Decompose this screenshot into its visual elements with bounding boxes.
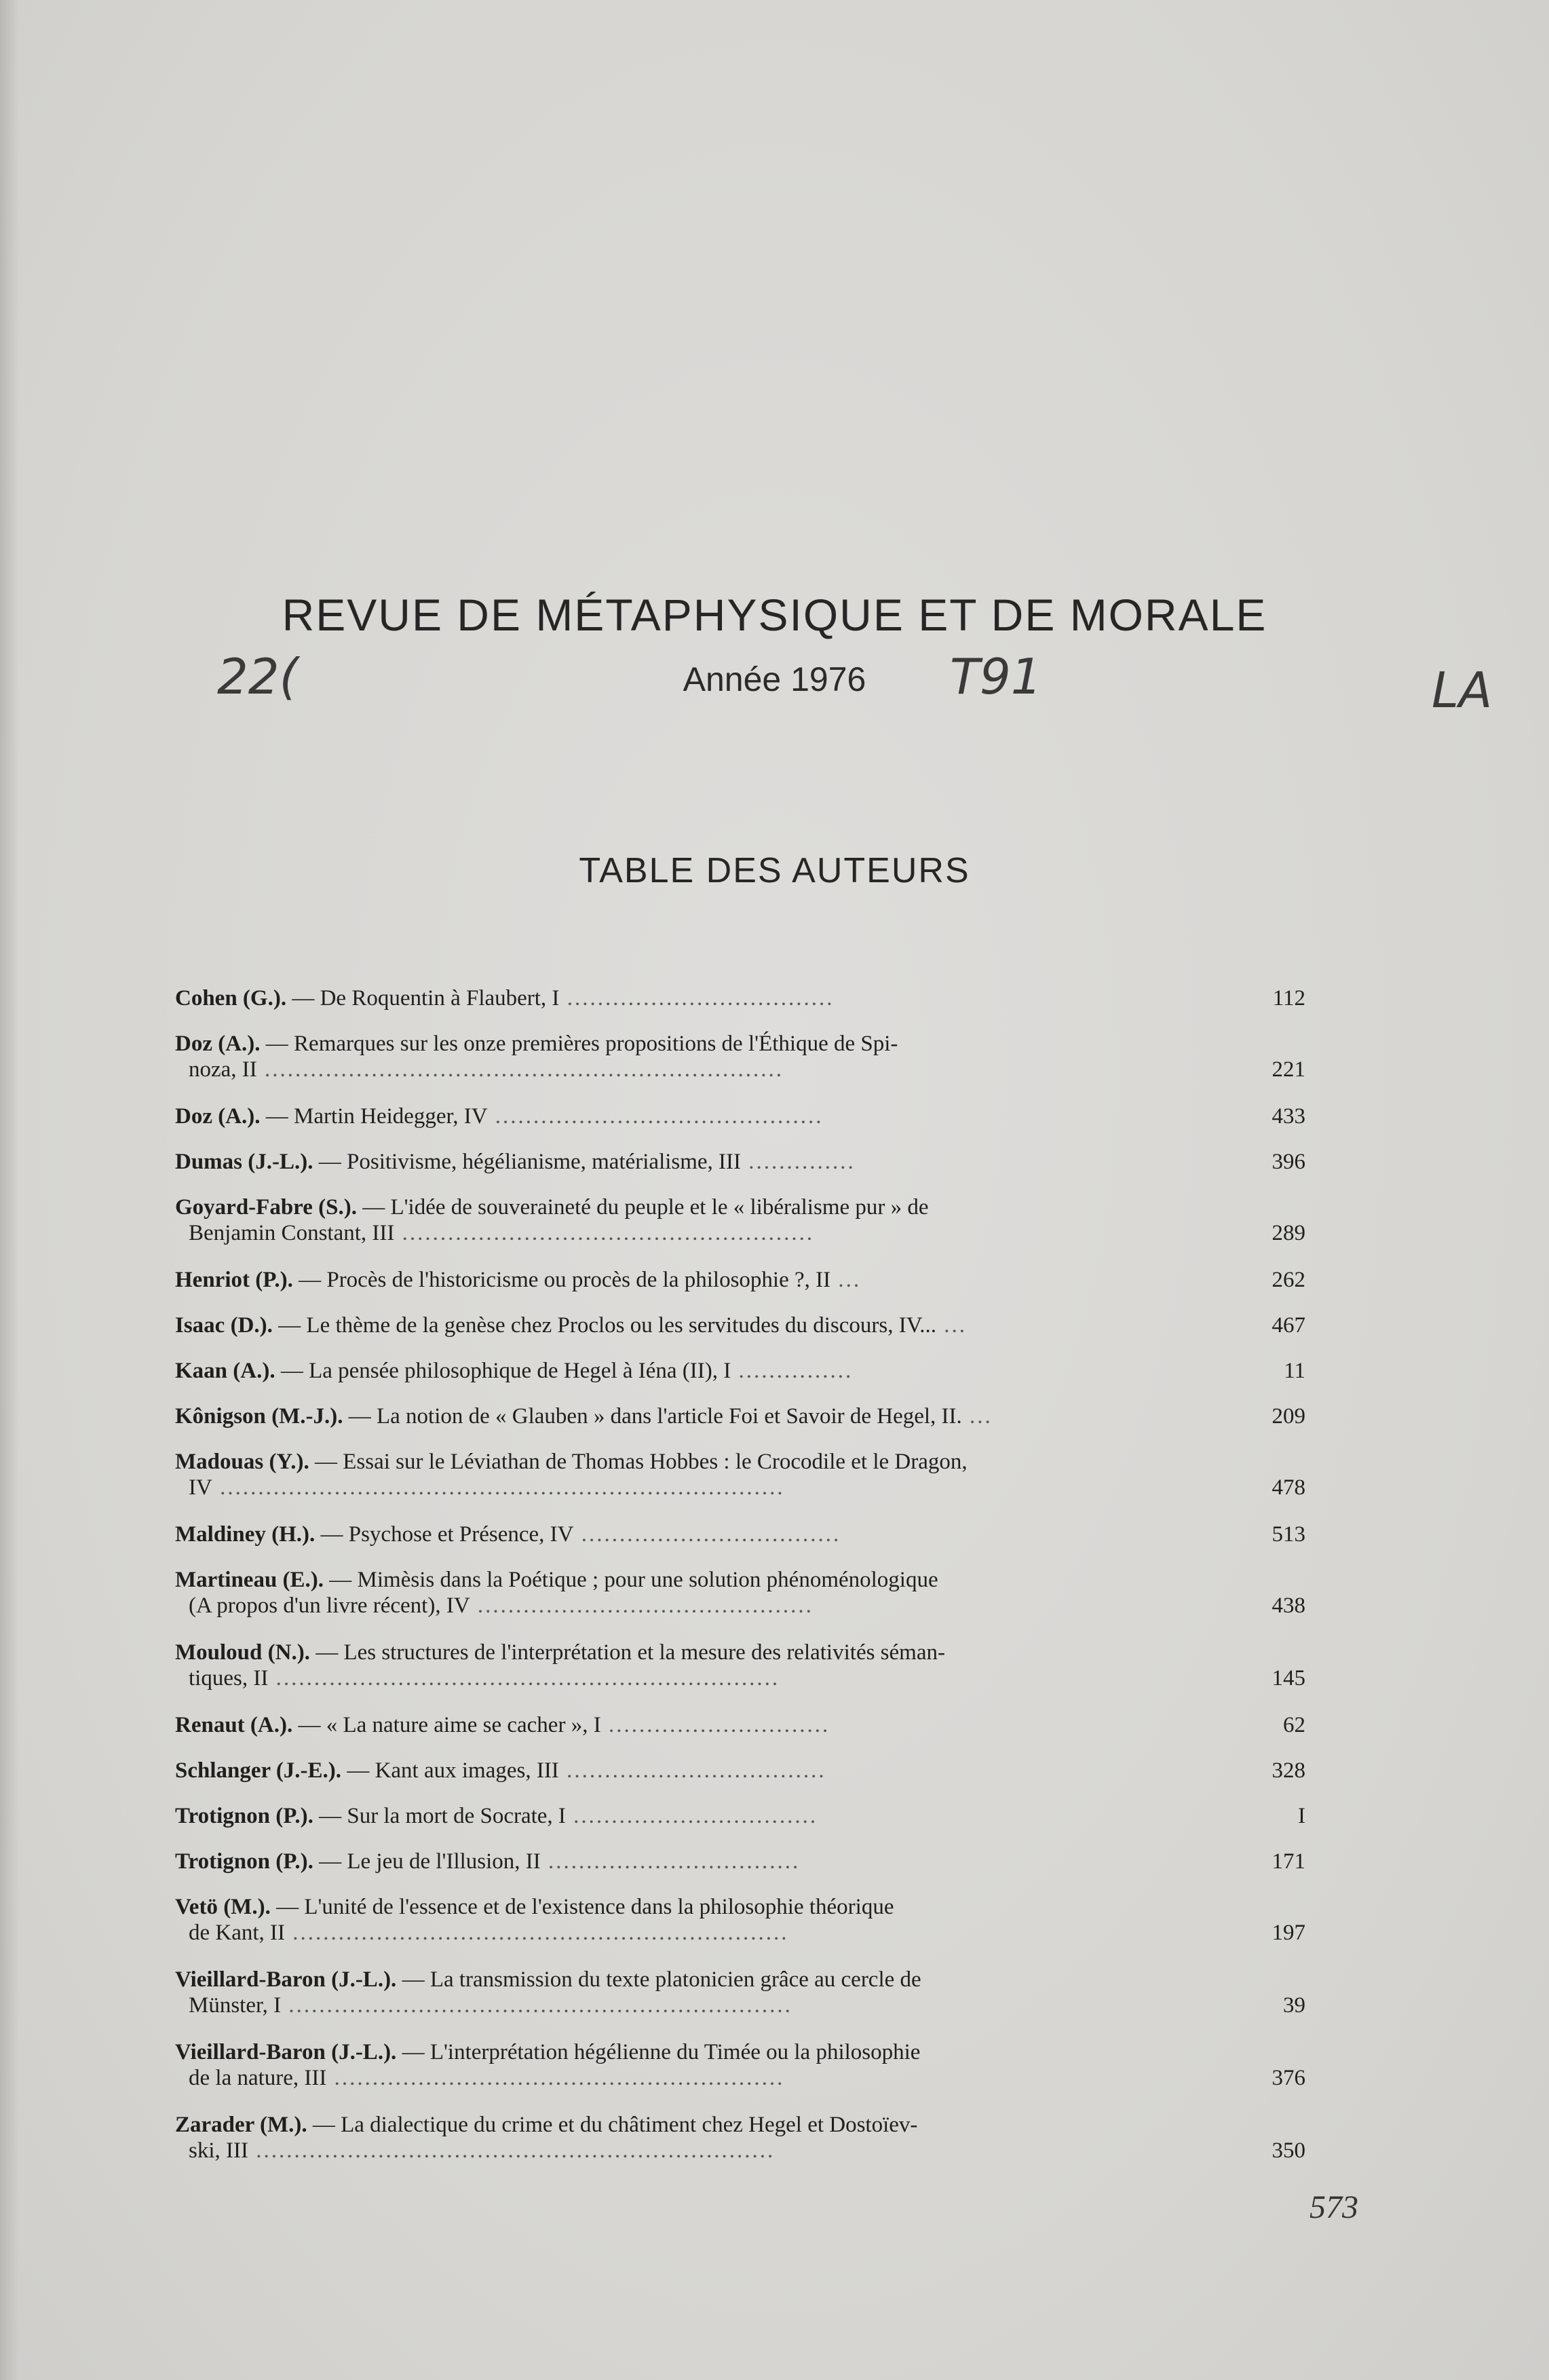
entry-title-continued: Benjamin Constant, III: [189, 1221, 395, 1245]
index-entry: [175, 1194, 1305, 1246]
entry-title-continued: de Kant, II: [189, 1921, 286, 1945]
entry-title: — Essai sur le Léviathan de Thomas Hobbes : le Crocodile et le Dragon,: [314, 1450, 968, 1474]
entry-title: — Remarques sur les onze premières propositions de l'Éthique de Spi-: [265, 1032, 898, 1056]
entry-author: Trotignon (P.).: [175, 1849, 313, 1874]
entry-continuation-line: [175, 2065, 1231, 2091]
dot-leader: .................................................................: [285, 1921, 789, 1945]
index-entry: [175, 1522, 1305, 1547]
entry-author: Maldiney (H.).: [175, 1522, 315, 1547]
dot-leader: .................................: [540, 1849, 801, 1874]
entry-first-line: [175, 1567, 1231, 1593]
index-entry: [175, 1358, 1305, 1384]
index-entry: [175, 1849, 1305, 1874]
entry-author: Vieillard-Baron (J.-L.).: [175, 1967, 397, 1992]
index-entry: [175, 1758, 1305, 1783]
entry-title-continued: ski, III: [189, 2138, 248, 2163]
entry-continuation-line: [175, 1992, 1231, 2018]
entry-title: — La dialectique du crime et du châtiment chez Hegel et Dostoïev-: [312, 2113, 918, 2137]
entry-page-number: 467: [1271, 1313, 1305, 1338]
dot-leader: ...........................................: [487, 1104, 824, 1129]
entry-page-number: 112: [1272, 986, 1305, 1010]
index-entry: [175, 1267, 1305, 1293]
entry-title: — Kant aux images, III: [347, 1758, 559, 1783]
dot-leader: ....................................................................: [256, 1057, 784, 1082]
dot-leader: ..................................................................: [268, 1666, 780, 1690]
dot-leader: ...................................: [559, 986, 835, 1010]
entry-author: Vieillard-Baron (J.-L.).: [175, 2040, 397, 2064]
entry-continuation-line: [175, 1057, 1231, 1082]
entry-title: — Mimèsis dans la Poétique ; pour une solution phénoménologique: [329, 1568, 938, 1592]
entry-first-line: [175, 1849, 1231, 1874]
entry-page-number: 433: [1271, 1104, 1305, 1129]
entry-title: — Le jeu de l'Illusion, II: [319, 1849, 541, 1874]
entry-title: — La notion de « Glauben » dans l'article Foi et Savoir de Hegel, II.: [348, 1404, 962, 1429]
year-label: Année 1976: [683, 660, 866, 698]
entry-continuation-line: [175, 1475, 1231, 1500]
entry-first-line: [175, 2039, 1231, 2065]
entry-first-line: [175, 1640, 1231, 1665]
entry-continuation-line: [175, 1920, 1231, 1946]
entry-title: — Le thème de la genèse chez Proclos ou les servitudes du discours, IV...: [278, 1313, 937, 1338]
dot-leader: ...........................................................: [326, 2066, 785, 2090]
entry-first-line: [175, 1103, 1231, 1129]
index-entry: [175, 1712, 1305, 1738]
entry-page-number: 11: [1284, 1359, 1305, 1383]
entry-author: Isaac (D.).: [175, 1313, 273, 1338]
entry-page-number: 289: [1271, 1221, 1305, 1245]
entry-author: Goyard-Fabre (S.).: [175, 1195, 357, 1220]
entry-author: Henriot (P.).: [175, 1268, 293, 1292]
dot-leader: ..........................................................................: [212, 1475, 785, 1500]
entry-first-line: [175, 1267, 1231, 1293]
entry-author: Madouas (Y.).: [175, 1450, 309, 1474]
entry-author: Kônigson (M.-J.).: [175, 1404, 343, 1429]
entry-page-number: 513: [1271, 1522, 1305, 1547]
entry-first-line: [175, 1194, 1231, 1220]
entry-page-number: 171: [1271, 1849, 1305, 1874]
entry-first-line: [175, 1967, 1231, 1992]
dot-leader: ...: [936, 1313, 968, 1338]
entry-title-continued: (A propos d'un livre récent), IV: [189, 1593, 470, 1618]
entry-continuation-line: [175, 1665, 1231, 1691]
entry-page-number: 350: [1271, 2138, 1305, 2163]
entry-title: — Martin Heidegger, IV: [265, 1104, 488, 1129]
entry-title: — De Roquentin à Flaubert, I: [292, 986, 560, 1010]
dot-leader: ............................................: [470, 1593, 814, 1618]
dot-leader: ..................................: [558, 1758, 826, 1783]
handwritten-annotation-right: LA: [1432, 662, 1493, 719]
index-entry: [175, 1103, 1305, 1129]
index-entry: [175, 1567, 1305, 1619]
entry-first-line: [175, 1894, 1231, 1920]
entry-author: Mouloud (N.).: [175, 1640, 310, 1665]
dot-leader: ................................: [565, 1804, 818, 1828]
entry-page-number: 478: [1271, 1475, 1305, 1500]
index-entry: [175, 1403, 1305, 1429]
entry-title-continued: de la nature, III: [189, 2066, 327, 2090]
entry-title: — L'interprétation hégélienne du Timée ou la philosophie: [402, 2040, 921, 2064]
entry-author: Renaut (A.).: [175, 1713, 293, 1737]
author-index: [175, 985, 1305, 2185]
dot-leader: ....................................................................: [248, 2138, 776, 2163]
entry-author: Vetö (M.).: [175, 1895, 271, 1919]
entry-author: Schlanger (J.-E.).: [175, 1758, 342, 1783]
entry-first-line: [175, 1522, 1231, 1547]
journal-title: REVUE DE MÉTAPHYSIQUE ET DE MORALE: [282, 590, 1267, 640]
section-title: TABLE DES AUTEURS: [579, 851, 970, 890]
index-entry: [175, 1803, 1305, 1829]
entry-author: Doz (A.).: [175, 1104, 261, 1129]
entry-page-number: 396: [1271, 1150, 1305, 1174]
entry-title: — Psychose et Présence, IV: [320, 1522, 574, 1547]
handwritten-annotation-center: T91: [950, 648, 1042, 705]
entry-author: Zarader (M.).: [175, 2113, 307, 2137]
handwritten-annotation-left: 22(: [217, 648, 299, 705]
dot-leader: ..............: [741, 1150, 856, 1174]
entry-continuation-line: [175, 1220, 1231, 1246]
entry-page-number: 221: [1271, 1057, 1305, 1082]
entry-page-number: 328: [1271, 1758, 1305, 1783]
index-entry: [175, 1149, 1305, 1175]
entry-author: Dumas (J.-L.).: [175, 1150, 313, 1174]
entry-first-line: [175, 1449, 1231, 1475]
entry-first-line: [175, 1403, 1231, 1429]
index-entry: [175, 985, 1305, 1011]
index-entry: [175, 1894, 1305, 1946]
entry-title-continued: tiques, II: [189, 1666, 269, 1690]
entry-author: Cohen (G.).: [175, 986, 287, 1010]
entry-author: Kaan (A.).: [175, 1359, 275, 1383]
entry-title: — L'unité de l'essence et de l'existence dans la philosophie théorique: [276, 1895, 894, 1919]
entry-title: — Positivisme, hégélianisme, matérialisme, III: [318, 1150, 742, 1174]
dot-leader: ..................................................................: [281, 1993, 792, 2018]
entry-first-line: [175, 1312, 1231, 1338]
entry-title-continued: Münster, I: [189, 1993, 282, 2018]
entry-page-number: 209: [1271, 1404, 1305, 1429]
entry-page-number: 145: [1271, 1666, 1305, 1690]
entry-page-number: 438: [1271, 1593, 1305, 1618]
dot-leader: ...: [961, 1404, 993, 1429]
dot-leader: ..................................: [573, 1522, 841, 1547]
entry-first-line: [175, 1031, 1231, 1057]
index-entry: [175, 1312, 1305, 1338]
entry-page-number: 62: [1283, 1713, 1305, 1737]
entry-title: — La transmission du texte platonicien grâce au cercle de: [402, 1967, 921, 1992]
binding-shadow: [0, 0, 19, 2380]
entry-title-continued: noza, II: [189, 1057, 257, 1082]
entry-first-line: [175, 1803, 1231, 1829]
page-number: 573: [1309, 2189, 1358, 2225]
dot-leader: ...: [830, 1268, 862, 1292]
entry-first-line: [175, 985, 1231, 1011]
entry-first-line: [175, 1358, 1231, 1384]
entry-title: — Sur la mort de Socrate, I: [319, 1804, 566, 1828]
index-entry: [175, 1967, 1305, 2018]
entry-title-continued: IV: [189, 1475, 212, 1500]
index-entry: [175, 2039, 1305, 2091]
entry-author: Doz (A.).: [175, 1032, 261, 1056]
entry-author: Martineau (E.).: [175, 1568, 324, 1592]
entry-title: — Les structures de l'interprétation et la mesure des relativités séman-: [315, 1640, 945, 1665]
entry-first-line: [175, 1149, 1231, 1175]
entry-first-line: [175, 2112, 1231, 2138]
index-entry: [175, 1031, 1305, 1082]
index-entry: [175, 1640, 1305, 1691]
entry-first-line: [175, 1758, 1231, 1783]
index-entry: [175, 1449, 1305, 1500]
entry-continuation-line: [175, 1593, 1231, 1619]
entry-page-number: 39: [1283, 1993, 1305, 2018]
dot-leader: ...............: [731, 1359, 854, 1383]
entry-page-number: I: [1298, 1804, 1305, 1828]
entry-title: — La pensée philosophique de Hegel à Iéna (II), I: [280, 1359, 731, 1383]
entry-title: — Procès de l'historicisme ou procès de la philosophie ?, II: [299, 1268, 831, 1292]
dot-leader: .............................: [600, 1713, 830, 1737]
entry-first-line: [175, 1712, 1231, 1738]
dot-leader: ......................................................: [394, 1221, 815, 1245]
entry-title: — « La nature aime se cacher », I: [298, 1713, 601, 1737]
index-entry: [175, 2112, 1305, 2164]
entry-page-number: 197: [1271, 1921, 1305, 1945]
entry-page-number: 376: [1271, 2066, 1305, 2090]
entry-page-number: 262: [1271, 1268, 1305, 1292]
entry-author: Trotignon (P.).: [175, 1804, 313, 1828]
entry-continuation-line: [175, 2138, 1231, 2164]
entry-title: — L'idée de souveraineté du peuple et le « libéralisme pur » de: [362, 1195, 929, 1220]
